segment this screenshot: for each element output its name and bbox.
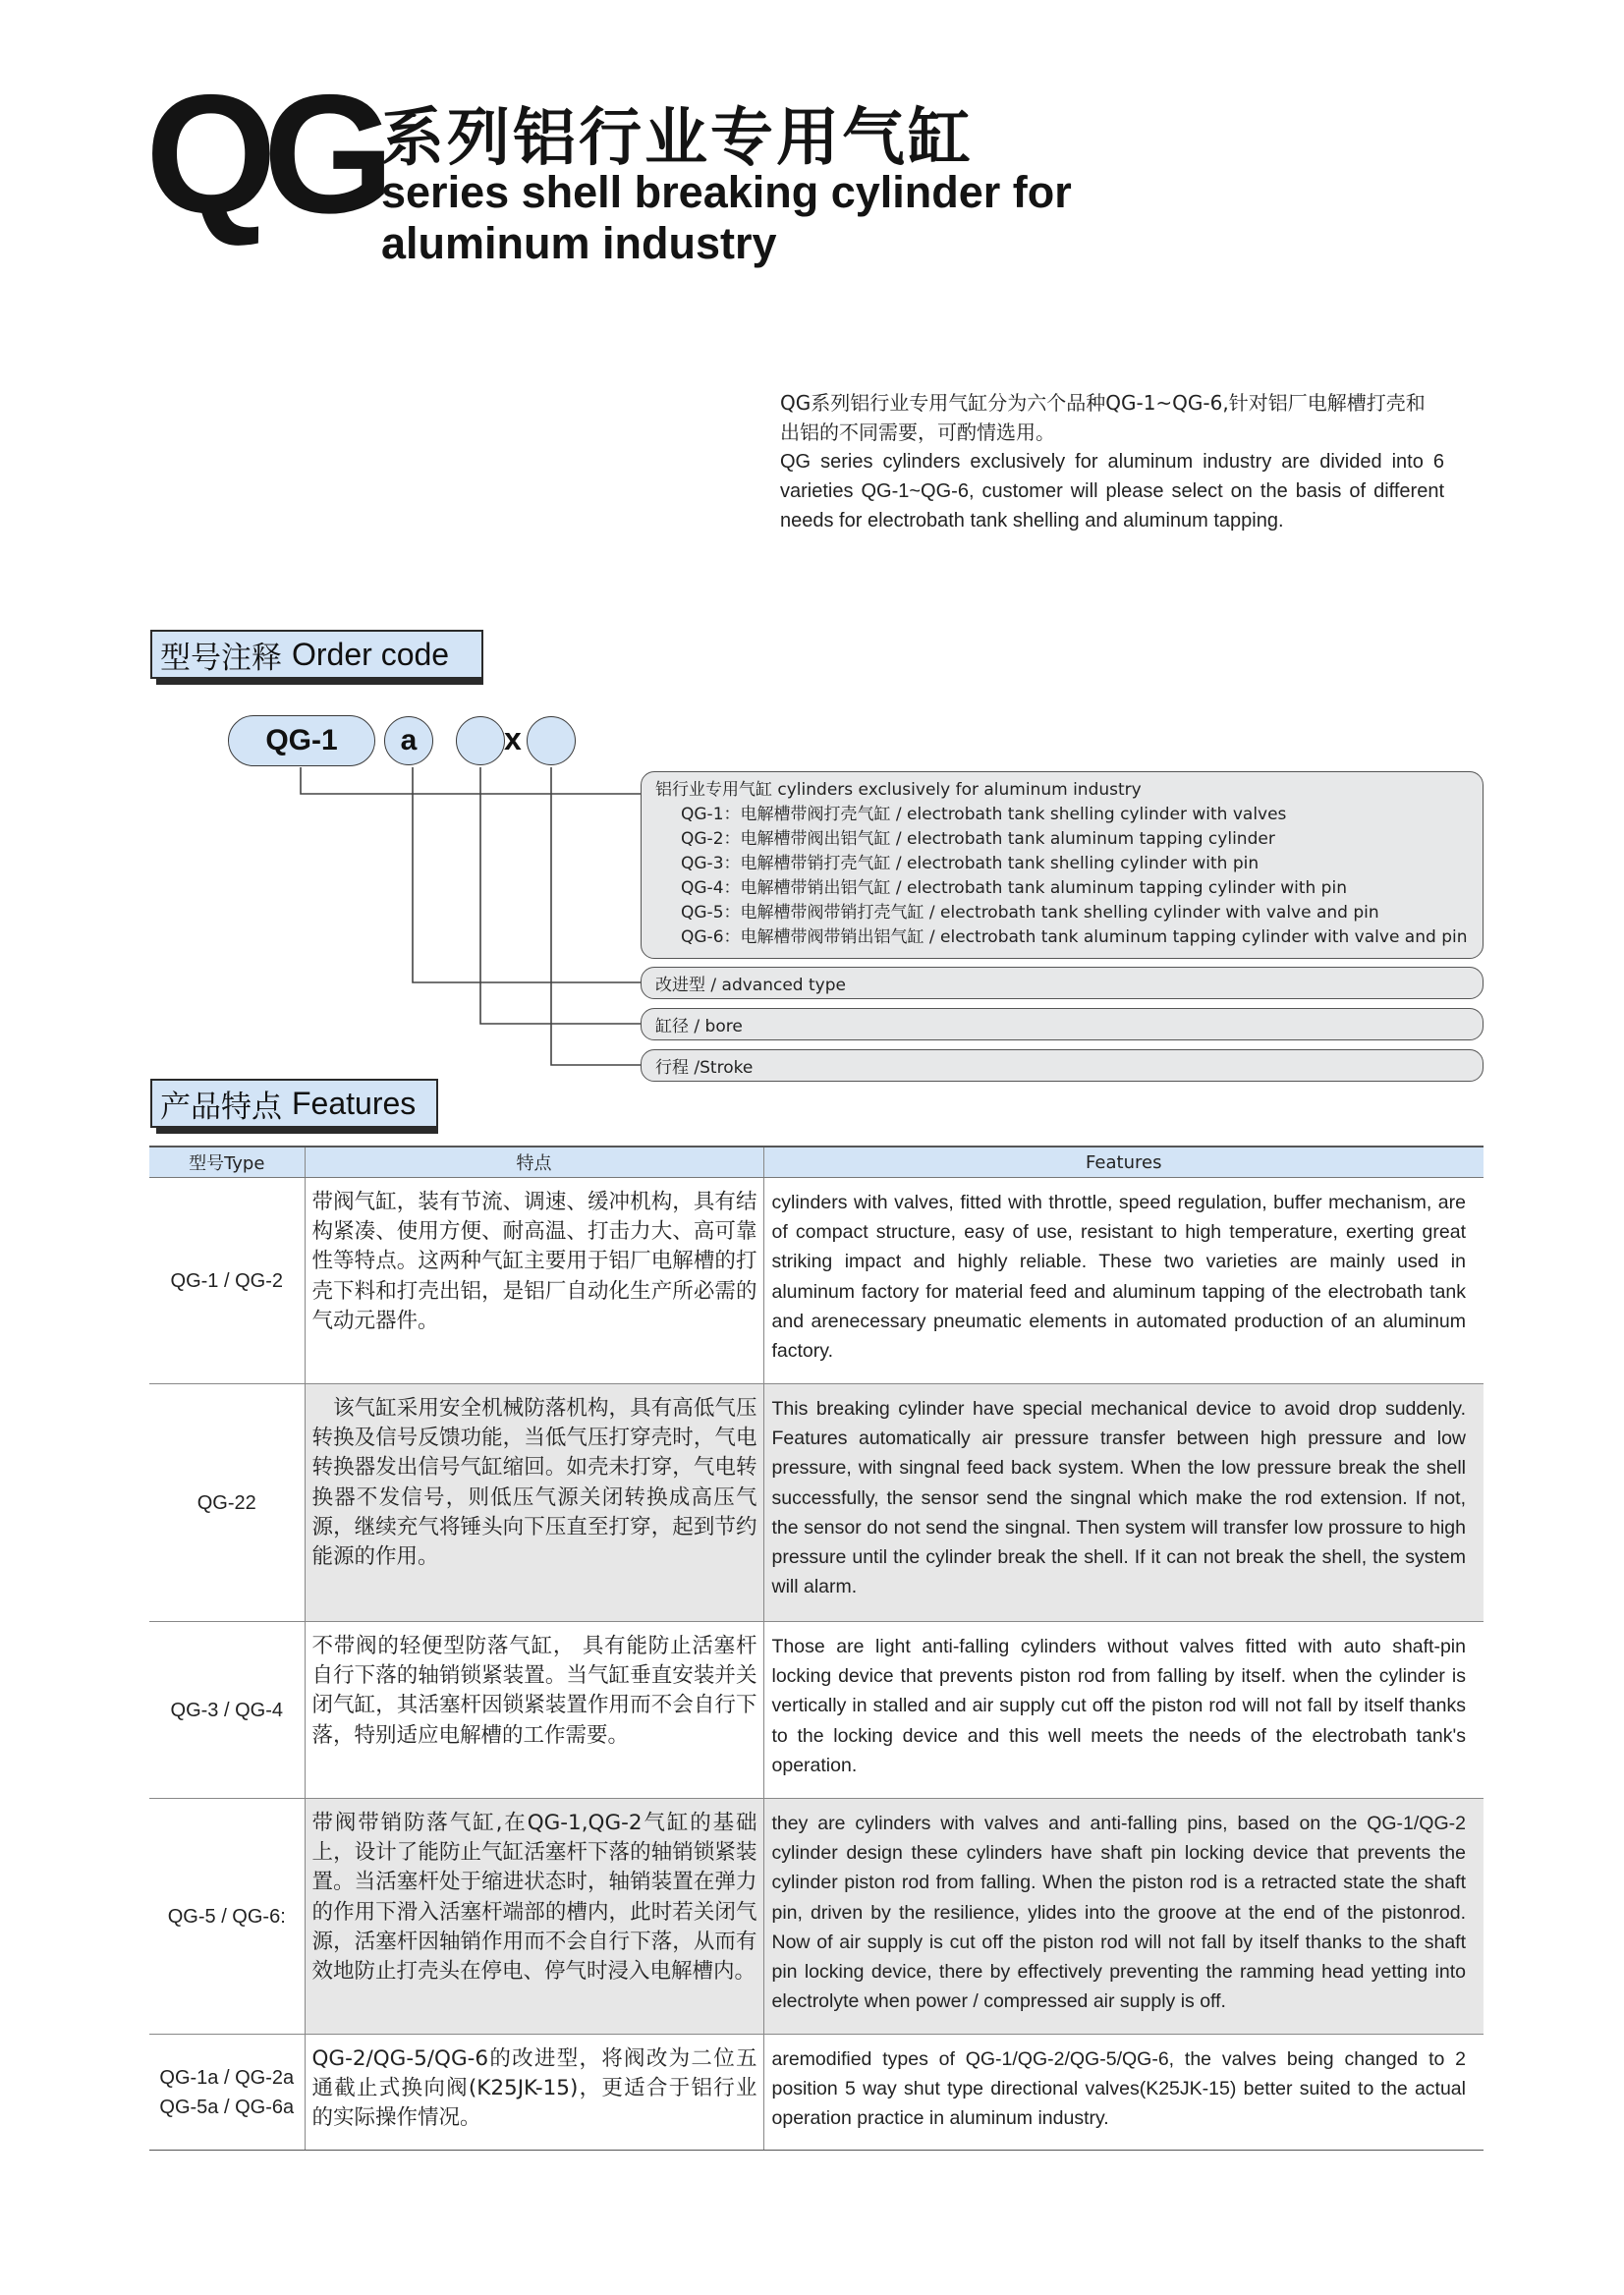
column-header-features-cn: 特点 — [305, 1147, 763, 1178]
table-row — [149, 1622, 1484, 1799]
type-line: QG-1a / QG-2a — [159, 2066, 295, 2089]
order-code-title-en: Order code — [292, 636, 450, 672]
page-title-en: series shell breaking cylinder for aluminum industry — [381, 167, 1072, 268]
table-row — [149, 1384, 1484, 1622]
features-title-cn: 产品特点 — [160, 1089, 282, 1125]
order-code-title-cn: 型号注释 — [160, 640, 282, 676]
type-cell: QG-22 — [149, 1384, 305, 1622]
type-line: QG-5a / QG-6a — [159, 2096, 295, 2118]
type-cell: QG-5 / QG-6: — [149, 1799, 305, 2035]
model-item: QG-3：电解槽带销打壳气缸 / electrobath tank shelling cylinder with pin — [681, 854, 1260, 873]
column-header-features-en: Features — [763, 1147, 1484, 1178]
page-title-cn: 系列铝行业专用气缸 — [381, 102, 974, 175]
table-row — [149, 1178, 1484, 1384]
model-item: QG-2：电解槽带阀出铝气缸 / electrobath tank aluminum tapping cylinder — [681, 829, 1275, 849]
table-header-row — [149, 1147, 1484, 1178]
features-cn-cell: 带阀带销防落气缸,在QG-1,QG-2气缸的基础上，设计了能防止气缸活塞杆下落的轴销锁紧装置。当活塞杆处于缩进状态时，轴销装置在弹力的作用下滑入活塞杆端部的槽内，此时若关闭气源，活塞杆因轴销作用而不会自行下落，从而有效地防止打壳头在停电、停气时浸入电解槽内。 — [305, 1799, 763, 2035]
separator-x: x — [504, 721, 522, 756]
advanced-type-box: 改进型 / advanced type — [641, 967, 1484, 999]
model-description-head: 铝行业专用气缸 cylinders exclusively for aluminum industry — [655, 780, 1142, 800]
features-cn-cell: 带阀气缸，装有节流、调速、缓冲机构，具有结构紧凑、使用方便、耐高温、打击力大、高可靠性等特点。这两种气缸主要用于铝厂电解槽的打壳下料和打壳出铝，是铝厂自动化生产所必需的气动元器件。 — [305, 1178, 763, 1384]
features-cn-cell: QG-2/QG-5/QG-6的改进型，将阀改为二位五通截止式换向阀(K25JK-15)，更适合于铝行业的实际操作情况。 — [305, 2035, 763, 2151]
model-item: QG-1：电解槽带阀打壳气缸 / electrobath tank shelling cylinder with valves — [681, 805, 1287, 824]
type-cell: QG-3 / QG-4 — [149, 1622, 305, 1799]
features-table — [149, 1146, 1484, 2151]
model-item: QG-5：电解槽带阀带销打壳气缸 / electrobath tank shelling cylinder with valve and pin — [681, 903, 1379, 923]
column-header-type: 型号Type — [149, 1147, 305, 1178]
features-en-cell: aremodified types of QG-1/QG-2/QG-5/QG-6, the valves being changed to 2 position 5 way shut type directional valves(K25JK-15) better suited to the actual operation practice in aluminum industry. — [763, 2035, 1484, 2151]
type-cell — [149, 2035, 305, 2151]
features-cn-cell: 该气缸采用安全机械防落机构，具有高低气压转换及信号反馈功能，当低气压打穿壳时，气电转换器发出信号气缸缩回。如壳未打穿，气电转换器不发信号，则低压气源关闭转换成高压气源，继续充气将锤头向下压直至打穿，起到节约能源的作用。 — [305, 1384, 763, 1622]
model-description-box — [641, 771, 1484, 959]
suffix-a-circle: a — [384, 716, 433, 765]
features-title-en: Features — [292, 1085, 417, 1121]
features-en-cell: they are cylinders with valves and anti-falling pins, based on the QG-1/QG-2 cylinder design these cylinders have shaft pin locking device that prevents the cylinder piston rod from falling. When the piston rod is a retracted state the shaft pin, driven by the resilience, ylides into the groove at the end of the pistonrod. Now of air supply is cut off the piston rod will not fall by itself thanks to the shaft pin locking device, there by effectively preventing the ramming head yetting into electrolyte when power / compressed air supply is off. — [763, 1799, 1484, 2035]
table-row — [149, 2035, 1484, 2151]
model-item: QG-4：电解槽带销出铝气缸 / electrobath tank aluminum tapping cylinder with pin — [681, 878, 1347, 898]
features-en-cell: Those are light anti-falling cylinders without valves fitted with auto shaft-pin locking device that prevents piston rod from falling by itself. when the cylinder is vertically in stalled and air supply cut off the piston rod will not fall by itself thanks to the locking device and this well meets the needs of the electrobath tank's operation. — [763, 1622, 1484, 1799]
intro-en: QG series cylinders exclusively for aluminum industry are divided into 6 varieties QG-1~QG-6, customer will please select on the basis of different needs for electrobath tank shelling and aluminum tapping. — [780, 451, 1444, 532]
features-cn-cell: 不带阀的轻便型防落气缸， 具有能防止活塞杆自行下落的轴销锁紧装置。当气缸垂直安装并关闭气缸，其活塞杆因锁紧装置作用而不会自行下落，特别适应电解槽的工作需要。 — [305, 1622, 763, 1799]
brand-logo: QG — [145, 60, 381, 249]
table-row — [149, 1799, 1484, 2035]
features-section-title — [150, 1079, 438, 1128]
features-en-cell: cylinders with valves, fitted with throttle, speed regulation, buffer mechanism, are of compact structure, easy of use, resistant to high temperature, exerting great striking impact and highly reliable. These two varieties are mainly used in aluminum factory for material feed and aluminum tapping of the electrobath tank and arenecessary pneumatic elements in automated production of an aluminum factory. — [763, 1178, 1484, 1384]
features-en-cell: This breaking cylinder have special mechanical device to avoid drop suddenly. Features automatically air pressure transfer between high pressure and low pressure, with singnal feed back system. When the low pressure break the shell successfully, the sensor send the singnal which make the rod extension. If not, the sensor do not send the singnal. Then system will transfer low prossure to high pressure until the cylinder break the shell. If it can not break the shell, the system will alarm. — [763, 1384, 1484, 1622]
bore-box: 缸径 / bore — [641, 1008, 1484, 1040]
stroke-box: 行程 /Stroke — [641, 1049, 1484, 1082]
model-item: QG-6：电解槽带阀带销出铝气缸 / electrobath tank aluminum tapping cylinder with valve and pin — [681, 927, 1468, 947]
model-code-pill: QG-1 — [228, 715, 375, 766]
intro-cn: QG系列铝行业专用气缸分为六个品种QG-1~QG-6,针对铝厂电解槽打壳和出铝的不同需要，可酌情选用。 — [780, 391, 1426, 444]
type-cell: QG-1 / QG-2 — [149, 1178, 305, 1384]
